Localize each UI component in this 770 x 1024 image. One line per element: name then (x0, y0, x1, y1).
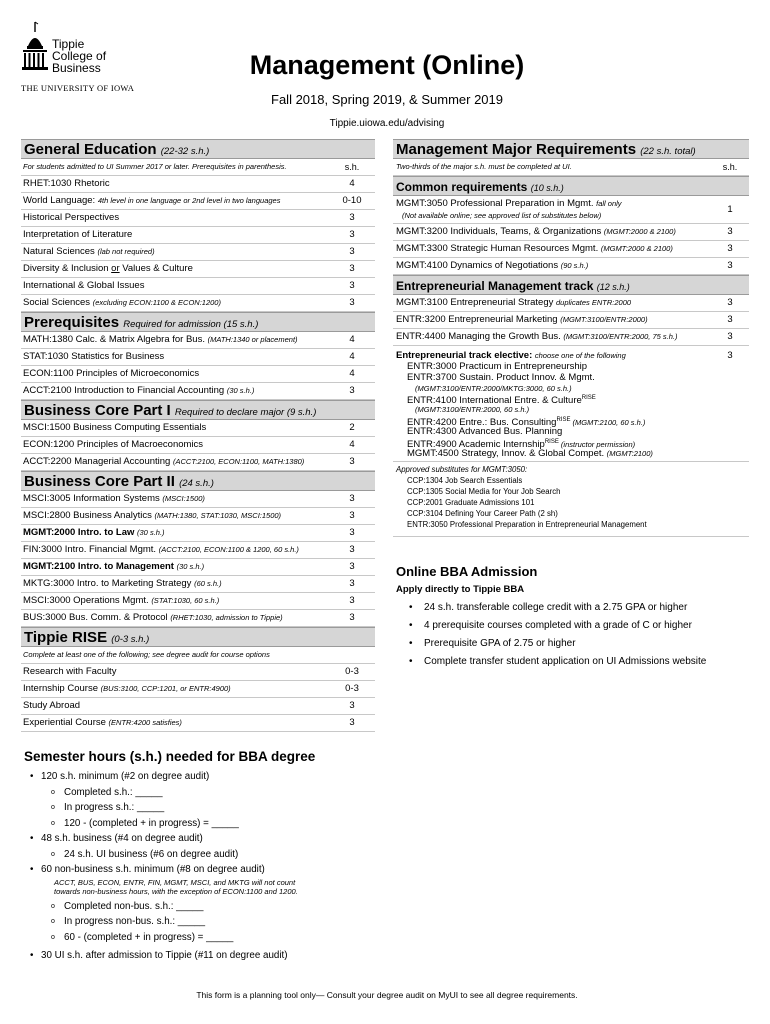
course-label: International & Global Issues (23, 280, 145, 291)
course-row (21, 193, 375, 210)
entr-title: Entrepreneurial Management track (396, 279, 594, 293)
course-note: (ACCT:2100, ECON:1100 & 1200, 60 s.h.) (158, 545, 299, 554)
course-row (393, 312, 749, 329)
core2-header (21, 471, 375, 491)
course-note: fall only (596, 199, 622, 208)
non-business-note: towards non-business hours, with the exception of ECON:1100 and 1200. (54, 886, 298, 896)
substitutes-head: Approved substitutes for MGMT:3050: (396, 465, 528, 474)
rise-hours: (0-3 s.h.) (111, 634, 150, 645)
course-hours: 3 (727, 297, 733, 308)
course-row (21, 383, 375, 400)
course-label: MGMT:2100 Intro. to Management (23, 561, 177, 572)
course-note: (RHET:1030, admission to Tippie) (170, 613, 283, 622)
gen-ed-header (21, 139, 375, 159)
left-column (21, 139, 375, 732)
gen-ed-hours: (22-32 s.h.) (160, 146, 210, 157)
elective-prereq: (instructor permission) (558, 440, 636, 450)
course-hours: 3 (349, 229, 355, 240)
substitutes-block (393, 462, 749, 537)
prereq-header (21, 312, 375, 332)
course-note: (MSCI:1500) (162, 494, 205, 503)
course-row (21, 576, 375, 593)
course-hours: 3 (349, 263, 355, 274)
course-label: ENTR:4400 Managing the Growth Bus. (396, 331, 564, 342)
course-row (393, 258, 749, 275)
course-label: Values & Culture (119, 263, 193, 274)
online-subtitle: Apply directly to Tippie BBA (396, 584, 525, 595)
course-row (21, 176, 375, 193)
common-header (393, 176, 749, 196)
course-label: Natural Sciences (23, 246, 98, 257)
course-hours: 4 (349, 368, 355, 379)
course-label: ENTR:3200 Entrepreneurial Marketing (396, 314, 561, 325)
course-row (21, 559, 375, 576)
course-row (21, 542, 375, 559)
elective-course: ENTR:4900 Academic Internship (407, 439, 545, 451)
course-row (21, 437, 375, 454)
course-note: (Not available online; see approved list of substitutes below) (402, 211, 602, 220)
course-hours: 0-10 (342, 195, 362, 206)
course-hours: 4 (349, 439, 355, 450)
course-row (21, 244, 375, 261)
course-label: MGMT:2000 Intro. to Law (23, 527, 138, 538)
course-label: MGMT:3100 Entrepreneurial Strategy (396, 297, 556, 308)
sh-column-header: s.h. (722, 162, 738, 172)
course-label: MGMT:3300 Strategic Human Resources Mgmt. (396, 243, 601, 254)
elective-course: ENTR:3000 Practicum in Entrepreneurship (407, 361, 588, 372)
elective-course: ENTR:4100 International Entre. & Culture (407, 395, 582, 407)
rise-note-row (21, 647, 375, 664)
elective-head-note: choose one of the following (534, 351, 626, 360)
non-business-note: ACCT, BUS, ECON, ENTR, FIN, MGMT, MSCI, and MKTG will not count (54, 877, 296, 887)
course-row (21, 593, 375, 610)
sub-list-item: o In progress non-bus. s.h.: _____ (24, 914, 724, 930)
elective-course: ENTR:4300 Advanced Bus. Planning (407, 426, 563, 437)
elective-hours: 3 (727, 350, 733, 361)
course-hours: 3 (349, 544, 355, 555)
online-bba-admission (396, 563, 746, 671)
course-note: (ENTR:4200 satisfies) (108, 718, 182, 727)
list-item: • 60 non-business s.h. minimum (#8 on degree audit) (24, 862, 724, 878)
course-label: MGMT:4100 Dynamics of Negotiations (396, 260, 561, 271)
rise-mark: RISE (556, 417, 571, 423)
elective-course: ENTR:3700 Sustain. Product Innov. & Mgmt. (407, 372, 595, 383)
course-label: RHET:1030 Rhetoric (23, 178, 110, 189)
entr-header (393, 275, 749, 295)
course-hours: 3 (727, 331, 733, 342)
major-hours: (22 s.h. total) (640, 146, 696, 157)
course-hours: 3 (727, 260, 733, 271)
course-label: Experiential Course (23, 717, 109, 728)
course-row (21, 261, 375, 278)
course-note: duplicates ENTR:2000 (556, 298, 632, 307)
entr-hours: (12 s.h.) (596, 282, 630, 292)
logo-line-1: Tippie (52, 37, 85, 51)
course-row (21, 278, 375, 295)
course-hours: 4 (349, 178, 355, 189)
elective-prereq: (MGMT:2100) (606, 449, 653, 458)
course-row (393, 224, 749, 241)
sub-list-item: o 60 - (completed + in progress) = _____ (24, 930, 724, 946)
course-note: (excluding ECON:1100 & ECON:1200) (92, 298, 221, 307)
prereq-hours: Required for admission (15 s.h.) (123, 319, 259, 330)
course-label-or: or (111, 263, 120, 274)
sub-list-item: o 120 - (completed + in progress) = _____ (24, 816, 724, 832)
elective-prereq: (MGMT:3100/ENTR:2000/MKTG:3000, 60 s.h.) (415, 384, 572, 393)
course-note: (STAT:1030, 60 s.h.) (151, 596, 220, 605)
course-hours: 3 (349, 612, 355, 623)
course-note: (30 s.h.) (137, 528, 165, 537)
course-label: Internship Course (23, 683, 101, 694)
course-hours: 3 (349, 595, 355, 606)
course-label: Social Sciences (23, 297, 93, 308)
list-item: • Complete transfer student application on UI Admissions website (396, 653, 746, 671)
course-row (393, 295, 749, 312)
course-row (21, 332, 375, 349)
course-note: (MGMT:2000 & 2100) (603, 227, 676, 236)
course-row (393, 196, 749, 224)
course-note: (lab not required) (97, 247, 155, 256)
list-item: • 4 prerequisite courses completed with a grade of C or higher (396, 617, 746, 635)
course-note: (30 s.h.) (226, 386, 255, 395)
course-note: (BUS:3100, CCP:1201, or ENTR:4900) (100, 684, 231, 693)
elective-course: MGMT:4500 Strategy, Innov. & Global Compet. (407, 448, 607, 459)
course-label: World Language: (23, 195, 98, 206)
course-note: (MGMT:3100/ENTR:2000) (560, 315, 648, 324)
course-hours: 3 (727, 226, 733, 237)
course-row (393, 241, 749, 258)
course-hours: 0-3 (345, 683, 359, 694)
course-hours: 3 (349, 561, 355, 572)
semester-hours-section (24, 748, 724, 964)
common-hours: (10 s.h.) (530, 183, 564, 193)
course-note: (ACCT:2100, ECON:1100, MATH:1380) (172, 457, 305, 466)
major-note: Two-thirds of the major s.h. must be completed at UI. (396, 162, 572, 171)
course-hours: 3 (349, 510, 355, 521)
course-label: Diversity & Inclusion (23, 263, 112, 274)
course-hours: 3 (349, 700, 355, 711)
list-item: • Prerequisite GPA of 2.75 or higher (396, 635, 746, 653)
list-item: • 120 s.h. minimum (#2 on degree audit) (24, 769, 724, 785)
entr-elective-block (393, 346, 749, 462)
course-hours: 3 (349, 280, 355, 291)
course-label: BUS:3000 Bus. Comm. & Protocol (23, 612, 171, 623)
sh-column-header: s.h. (344, 162, 360, 172)
course-row (21, 491, 375, 508)
logo-line-2: College of (52, 49, 107, 63)
course-label: MATH:1380 Calc. & Matrix Algebra for Bus. (23, 334, 208, 345)
sub-list-item: o In progress s.h.: _____ (24, 800, 724, 816)
course-hours: 1 (727, 204, 733, 215)
gen-ed-title: General Education (24, 141, 157, 158)
substitute-item: ENTR:3050 Professional Preparation in Entrepreneurial Management (407, 520, 647, 529)
course-note: 4th level in one language or 2nd level in two languages (97, 196, 281, 205)
sub-list-item: o Completed s.h.: _____ (24, 785, 724, 801)
course-hours: 2 (349, 422, 355, 433)
major-note-row (393, 159, 749, 176)
course-note: (60 s.h.) (194, 579, 222, 588)
course-row (393, 329, 749, 346)
course-label: Interpretation of Literature (23, 229, 133, 240)
course-hours: 0-3 (345, 666, 359, 677)
core2-hours: (24 s.h.) (179, 478, 214, 489)
course-row (21, 366, 375, 383)
course-label: Historical Perspectives (23, 212, 120, 223)
substitute-item: CCP:2001 Graduate Admissions 101 (407, 498, 535, 507)
course-hours: 3 (727, 243, 733, 254)
course-label: ACCT:2200 Managerial Accounting (23, 456, 173, 467)
page-title: Management (Online) (249, 50, 525, 80)
sub-list-item: o Completed non-bus. s.h.: _____ (24, 899, 724, 915)
footer-note: This form is a planning tool only— Consult your degree audit on MyUI to see all degree requirements. (196, 990, 578, 1000)
course-hours: 3 (349, 717, 355, 728)
course-row (21, 610, 375, 627)
course-note: (30 s.h.) (176, 562, 205, 571)
course-note: (90 s.h.) (560, 261, 589, 270)
elective-course: ENTR:4200 Entre.: Bus. Consulting (407, 417, 557, 429)
right-column (393, 139, 749, 537)
course-label: MSCI:1500 Business Computing Essentials (23, 422, 207, 433)
course-row (21, 349, 375, 366)
course-label: MGMT:3050 Professional Preparation in Mgmt. (396, 198, 597, 209)
course-label: ECON:1100 Principles of Microeconomics (23, 368, 200, 379)
sub-list-item: o 24 s.h. UI business (#6 on degree audit) (24, 847, 724, 863)
gen-ed-note: For students admitted to UI Summer 2017 or later. Prerequisites in parenthesis. (23, 162, 287, 171)
rise-mark: RISE (544, 439, 559, 445)
elective-prereq: (MGMT:3100/ENTR:2000, 60 s.h.) (415, 405, 530, 414)
course-row (21, 454, 375, 471)
core1-title: Business Core Part I (24, 402, 171, 419)
course-label: MKTG:3000 Intro. to Marketing Strategy (23, 578, 195, 589)
course-label: Study Abroad (23, 700, 81, 711)
course-label: MSCI:2800 Business Analytics (23, 510, 155, 521)
online-list (396, 599, 746, 671)
course-label: ACCT:2100 Introduction to Financial Accounting (23, 385, 227, 396)
rise-title: Tippie RISE (24, 629, 108, 646)
course-row (21, 664, 375, 681)
course-hours: 3 (349, 385, 355, 396)
common-title: Common requirements (396, 180, 528, 194)
course-row (21, 227, 375, 244)
substitute-item: CCP:1304 Job Search Essentials (407, 476, 523, 485)
elective-prereq: (MGMT:2100, 60 s.h.) (570, 418, 646, 428)
course-row (21, 715, 375, 732)
sem-title: Semester hours (s.h.) needed for BBA degree (24, 749, 316, 764)
course-hours: 3 (349, 212, 355, 223)
course-label: STAT:1030 Statistics for Business (23, 351, 165, 362)
gen-ed-note-row (21, 159, 375, 176)
course-note: (MATH:1380, STAT:1030, MSCI:1500) (154, 511, 282, 520)
online-title: Online BBA Admission (396, 564, 538, 579)
course-note: (MGMT:2000 & 2100) (600, 244, 673, 253)
list-item: • 24 s.h. transferable college credit with a 2.75 GPA or higher (396, 599, 746, 617)
course-hours: 3 (349, 456, 355, 467)
course-row (21, 210, 375, 227)
course-row (21, 698, 375, 715)
list-item: • 48 s.h. business (#4 on degree audit) (24, 831, 724, 847)
course-hours: 3 (349, 578, 355, 589)
course-label: MSCI:3005 Information Systems (23, 493, 163, 504)
rise-mark: RISE (581, 395, 596, 401)
course-row (21, 420, 375, 437)
core2-title: Business Core Part II (24, 473, 175, 490)
course-hours: 3 (349, 527, 355, 538)
core1-header (21, 400, 375, 420)
course-label: Research with Faculty (23, 666, 117, 677)
substitute-item: CCP:3104 Defining Your Career Path (2 sh) (407, 509, 558, 518)
course-hours: 4 (349, 351, 355, 362)
course-label: ECON:1200 Principles of Macroeconomics (23, 439, 204, 450)
page-subtitle: Fall 2018, Spring 2019, & Summer 2019 (271, 92, 503, 107)
logo-line-3: Business (52, 61, 101, 75)
course-label: MSCI:3000 Operations Mgmt. (23, 595, 152, 606)
course-label: MGMT:3200 Individuals, Teams, & Organizations (396, 226, 604, 237)
course-note: (MATH:1340 or placement) (207, 335, 298, 344)
course-hours: 3 (349, 493, 355, 504)
elective-head: Entrepreneurial track elective: (396, 350, 535, 361)
course-row (21, 295, 375, 312)
prereq-title: Prerequisites (24, 314, 120, 331)
course-hours: 3 (349, 297, 355, 308)
course-hours: 4 (349, 334, 355, 345)
course-row (21, 525, 375, 542)
course-hours: 3 (349, 246, 355, 257)
core1-hours: Required to declare major (9 s.h.) (174, 407, 317, 418)
major-header (393, 139, 749, 159)
course-label: FIN:3000 Intro. Financial Mgmt. (23, 544, 159, 555)
major-title: Management Major Requirements (396, 141, 637, 158)
substitute-item: CCP:1305 Social Media for Your Job Search (407, 487, 561, 496)
university-name: THE UNIVERSITY OF IOWA (21, 83, 135, 93)
list-item: • 30 UI s.h. after admission to Tippie (#11 on degree audit) (24, 948, 724, 964)
course-row (21, 681, 375, 698)
course-note: (MGMT:3100/ENTR:2000, 75 s.h.) (563, 332, 678, 341)
rise-note: Complete at least one of the following; see degree audit for course options (23, 650, 270, 659)
rise-header (21, 627, 375, 647)
advising-url: Tippie.uiowa.edu/advising (329, 118, 445, 129)
course-row (21, 508, 375, 525)
course-hours: 3 (727, 314, 733, 325)
